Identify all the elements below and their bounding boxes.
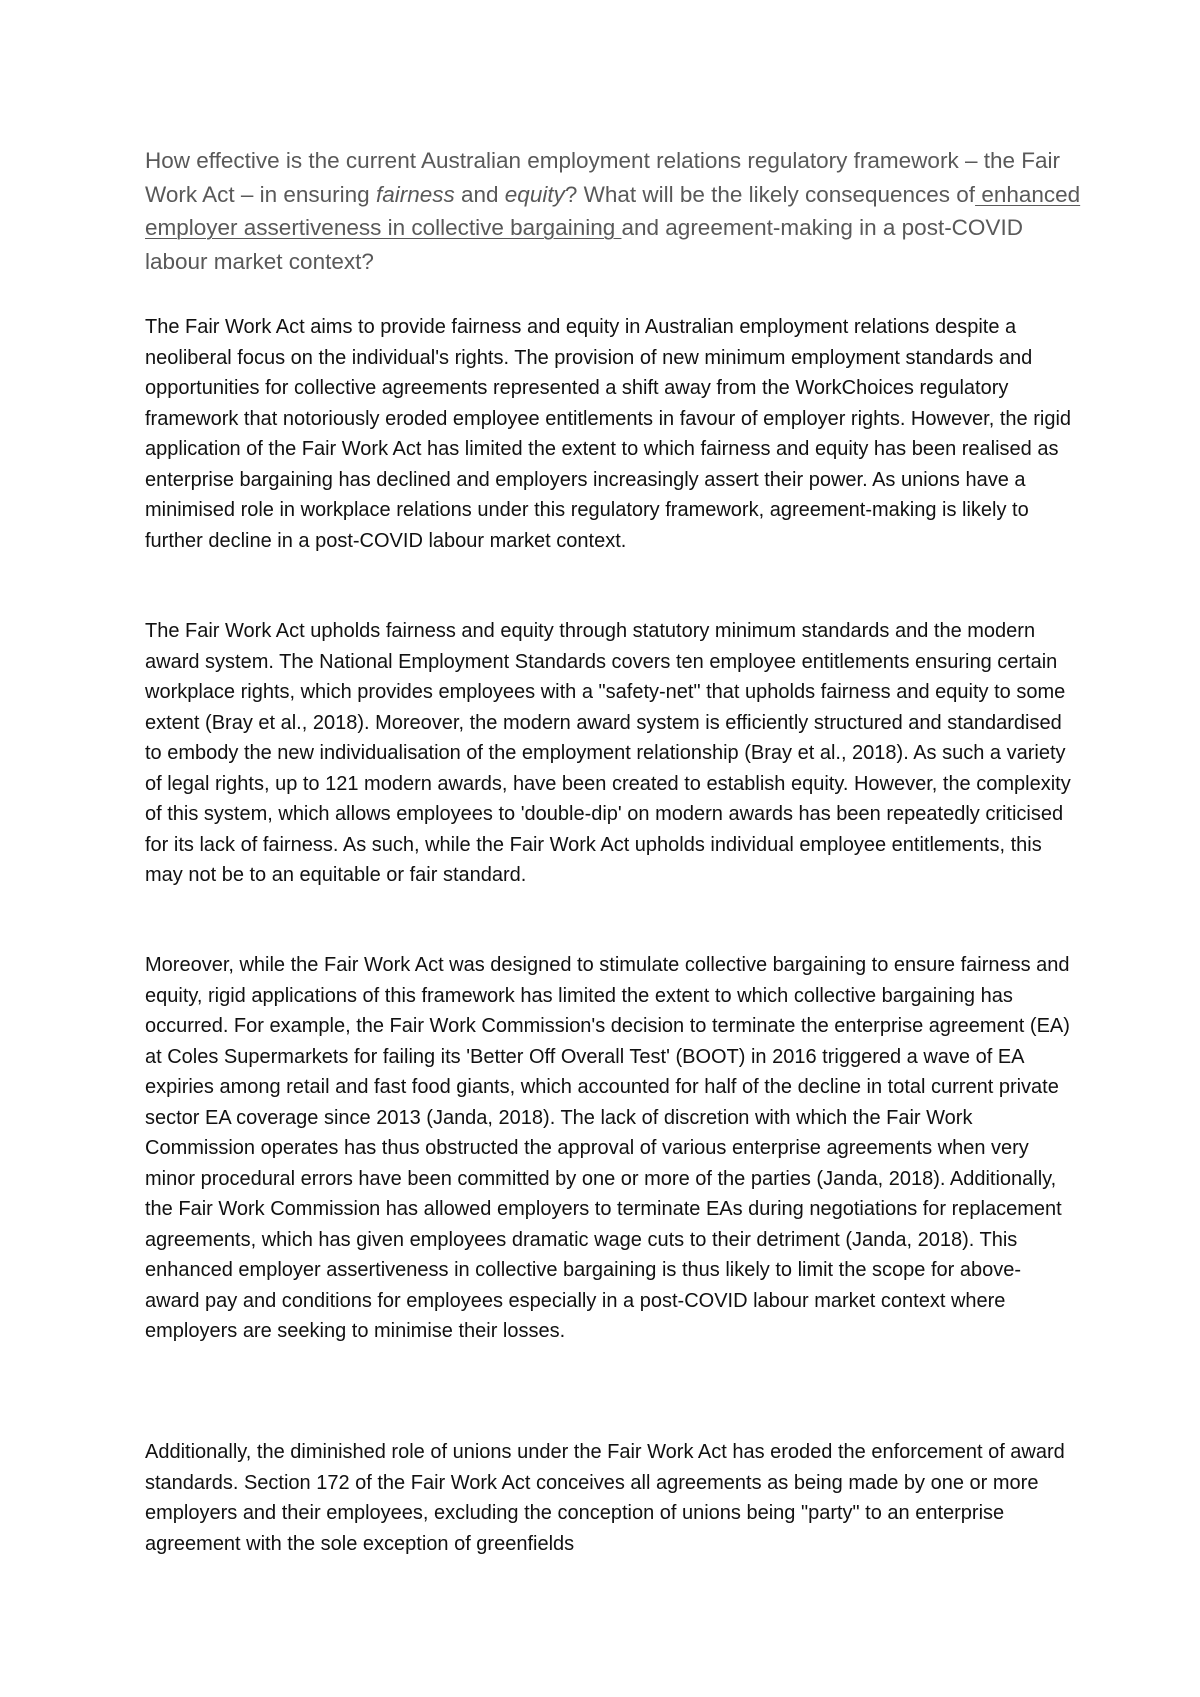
essay-question [145, 144, 1085, 278]
paragraph-unions-role: Additionally, the diminished role of unions under the Fair Work Act has eroded the enforcement of award standards. Section 172 of the Fair Work Act conceives all agreements as being made by one or more employers and their employees, excluding the conception of unions being "party" to an enterprise agreement with the sole exception of greenfields [145, 1441, 1065, 1555]
question-text-part-2: and [454, 181, 505, 207]
question-text-part-4: and agreement-making in a post-COVID labour market context? [145, 215, 1023, 274]
question-emphasis-fairness: fairness [375, 181, 455, 207]
question-text-part-1: How effective is the current Australian employment relations regulatory framework – the Fair Work Act – in ensuring [145, 148, 1060, 207]
paragraph-introduction: The Fair Work Act aims to provide fairness and equity in Australian employment relations despite a neoliberal focus on the individual's rights. The provision of new minimum employment standards and opportunities for collective agreements represented a shift away from the WorkChoices regulatory framework that notoriously eroded employee entitlements in favour of employer rights. However, the rigid application of the Fair Work Act has limited the extent to which fairness and equity has been realised as enterprise bargaining has declined and employers increasingly assert their power. As unions have a minimised role in workplace relations under this regulatory framework, agreement-making is likely to further decline in a post-COVID labour market context. [145, 316, 1072, 552]
paragraph-collective-bargaining: Moreover, while the Fair Work Act was designed to stimulate collective bargaining to ensure fairness and equity, rigid applications of this framework has limited the extent to which collective bargaining has occurred. For example, the Fair Work Commission's decision to terminate the enterprise agreement (EA) at Coles Supermarkets for failing its 'Better Off Overall Test' (BOOT) in 2016 triggered a wave of EA expiries among retail and fast food giants, which accounted for half of the decline in total current private sector EA coverage since 2013 (Janda, 2018). The lack of discretion with which the Fair Work Commission operates has thus obstructed the approval of various enterprise agreements when very minor procedural errors have been committed by one or more of the parties (Janda, 2018). Additionally, the Fair Work Commission has allowed employers to terminate EAs during negotiations for replacement agreements, which has given employees dramatic wage cuts to their detriment (Janda, 2018). This enhanced employer assertiveness in collective bargaining is thus likely to limit the scope for above-award pay and conditions for employees especially in a post-COVID labour market context where employers are seeking to minimise their losses. [145, 954, 1070, 1342]
paragraph-minimum-standards: The Fair Work Act upholds fairness and equity through statutory minimum standards and the modern award system. The National Employment Standards covers ten employee entitlements ensuring certain workplace rights, which provides employees with a "safety-net" that upholds fairness and equity to some extent (Bray et al., 2018). Moreover, the modern award system is efficiently structured and standardised to embody the new individualisation of the employment relationship (Bray et al., 2018). As such a variety of legal rights, up to 121 modern awards, have been created to establish equity. However, the complexity of this system, which allows employees to 'double-dip' on modern awards has been repeatedly criticised for its lack of fairness. As such, while the Fair Work Act upholds individual employee entitlements, this may not be to an equitable or fair standard. [145, 620, 1071, 886]
question-emphasis-equity: equity [504, 181, 565, 207]
question-text-part-3: ? What will be the likely consequences of [564, 181, 976, 207]
question-underlined-phrase: enhanced employer assertiveness in collective bargaining [145, 181, 1081, 240]
